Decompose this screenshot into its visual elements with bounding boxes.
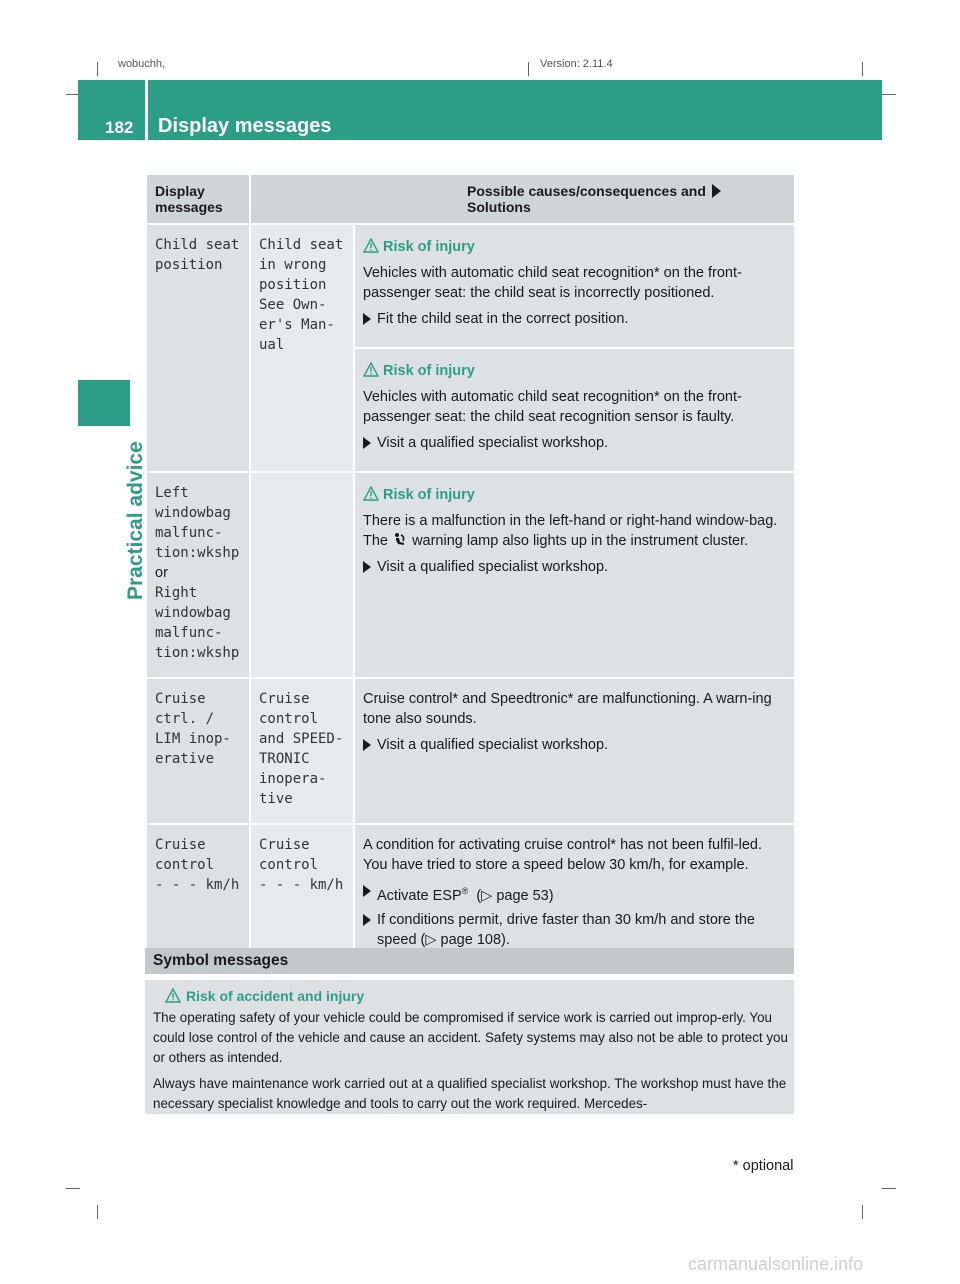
cause-text: Cruise control* and Speedtronic* are malfunctioning. A warn-ing tone also sounds. <box>363 691 772 727</box>
warning-triangle-icon <box>363 486 379 501</box>
col-header-display-messages: Display messages <box>147 175 249 223</box>
message-cell: Left windowbag malfunc- tion:wkshp or Right windowbag malfunc- tion:wkshp <box>147 473 249 677</box>
section-heading <box>145 948 794 974</box>
solution-step: Fit the child seat in the correct position. <box>363 309 786 329</box>
arrow-right-icon <box>363 739 371 751</box>
solution-step: If conditions permit, drive faster than 30 km/h and store the speed (▷ page 108). <box>363 910 786 950</box>
table-row <box>147 679 794 823</box>
warning-paragraph: The operating safety of your vehicle could be compromised if service work is carried out improp-erly. You could lose control of the vehicle and cause an accident. Safety systems may also not be able to protect you or others as intended. <box>153 1010 788 1065</box>
warning-heading: Risk of injury <box>383 237 786 257</box>
arrow-right-icon <box>712 184 721 198</box>
page-header <box>78 80 882 140</box>
table-row <box>147 225 794 347</box>
airbag-warning-lamp-icon <box>392 532 408 548</box>
cause-text: Vehicles with automatic child seat recognition* on the front-passenger seat: the child seat is incorrectly positioned. <box>363 265 742 301</box>
page-number: 182 <box>105 118 134 137</box>
arrow-right-icon <box>363 914 371 926</box>
solution-cell <box>355 225 794 347</box>
section-label: Practical advice <box>124 441 147 600</box>
arrow-right-icon <box>363 313 371 325</box>
solution-step: Activate ESP® (▷ page 53) <box>363 881 786 906</box>
crop-mark <box>882 94 896 95</box>
solution-cell <box>355 473 794 677</box>
crop-mark <box>66 1188 80 1189</box>
solution-step: Visit a qualified specialist workshop. <box>363 735 786 755</box>
cause-text: A condition for activating cruise control* has not been fulfil-led. You have tried to store a speed below 30 km/h, for example. <box>363 837 762 873</box>
warning-heading: Risk of accident and injury <box>186 988 365 1004</box>
warning-triangle-icon <box>363 238 379 253</box>
warning-triangle-icon <box>363 362 379 377</box>
warning-heading: Risk of injury <box>383 485 786 505</box>
message-cell: Cruise control - - - km/h <box>147 825 249 971</box>
col-header-solutions-text: Solutions <box>467 199 531 215</box>
col-header-causes-text: Possible causes/consequences and <box>467 183 706 199</box>
crop-mark <box>862 62 863 76</box>
message-cell: Cruise ctrl. / LIM inop- erative <box>147 679 249 823</box>
warning-triangle-icon <box>165 988 181 1003</box>
header-divider <box>145 80 148 140</box>
section-title: Symbol messages <box>153 952 289 969</box>
message-cell-empty <box>251 473 353 677</box>
message-cell: Child seat position <box>147 225 249 471</box>
message-cell: Child seat in wrong position See Own- er's Man- ual <box>251 225 353 471</box>
arrow-right-icon <box>363 885 371 897</box>
section-tab <box>78 380 130 426</box>
col-header-causes <box>251 175 794 223</box>
table-row <box>147 473 794 677</box>
warning-heading: Risk of injury <box>383 361 786 381</box>
crop-mark <box>882 1188 896 1189</box>
solution-step: Visit a qualified specialist workshop. <box>363 557 786 577</box>
crop-mark <box>97 1205 98 1219</box>
cause-text: There is a malfunction in the left-hand or right-hand window-bag. The warning lamp also lights up in the instrument cluster. <box>363 513 778 549</box>
cause-text: Vehicles with automatic child seat recognition* on the front-passenger seat: the child seat recognition sensor is faulty. <box>363 389 742 425</box>
warning-box <box>145 980 794 1114</box>
message-cell: Cruise control - - - km/h <box>251 825 353 971</box>
arrow-right-icon <box>363 437 371 449</box>
display-messages-table <box>145 173 796 973</box>
solution-cell <box>355 679 794 823</box>
page-title: Display messages <box>158 115 332 137</box>
file-info-right: Version: 2.11.4 <box>540 58 613 70</box>
warning-paragraph: Always have maintenance work carried out at a qualified specialist workshop. The workshop must have the necessary specialist knowledge and tools to carry out the work required. Mercedes- <box>153 1076 787 1111</box>
message-cell: Cruise control and SPEED- TRONIC inopera- tive <box>251 679 353 823</box>
watermark: carmanualsonline.info <box>688 1254 864 1274</box>
crop-mark <box>528 62 529 76</box>
footnote: * optional <box>733 1158 794 1174</box>
file-info-left: wobuchh, <box>118 58 166 70</box>
solution-step: Visit a qualified specialist workshop. <box>363 433 786 453</box>
crop-mark <box>97 62 98 76</box>
solution-cell <box>355 349 794 471</box>
arrow-right-icon <box>363 561 371 573</box>
crop-mark <box>862 1205 863 1219</box>
